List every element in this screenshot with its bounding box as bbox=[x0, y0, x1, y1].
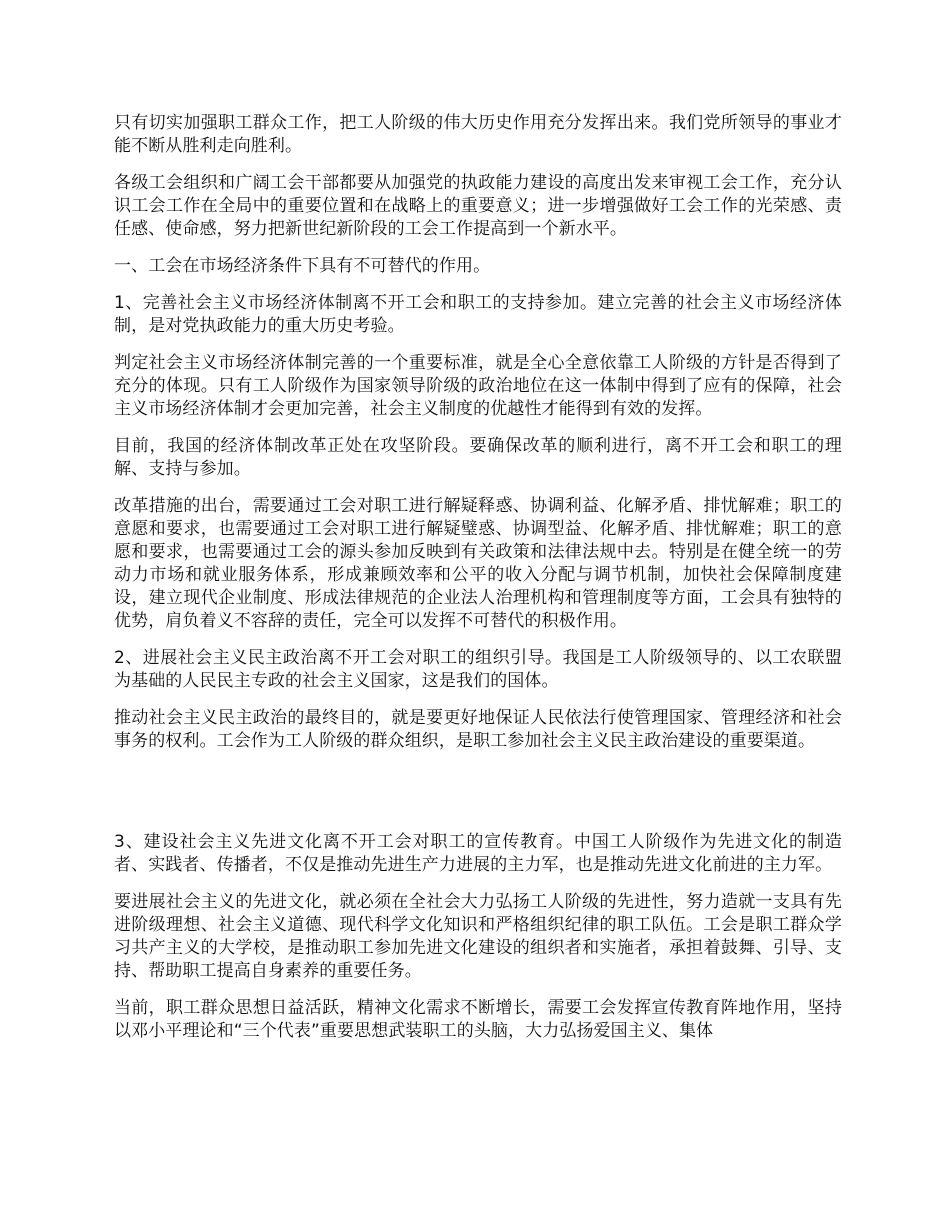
paragraph: 只有切实加强职工群众工作，把工人阶级的伟大历史作用充分发挥出来。我们党所领导的事业才能不断从胜利走向胜利。 bbox=[114, 113, 842, 156]
paragraph: 目前，我国的经济体制改革正处在攻坚阶段。要确保改革的顺利进行，离不开工会和职工的理解、支持与参加。 bbox=[114, 436, 842, 479]
paragraph: 改革措施的出台，需要通过工会对职工进行解疑释惑、协调利益、化解矛盾、排忧解难；职工的意愿和要求，也需要通过工会对职工进行解疑璧惑、协调型益、化解矛盾、排忧解难；职工的意愿和要求，也需要通过工会的源头参加反映到有关政策和法律法规中去。特别是在健全统一的劳动力市场和就业服务体系，形成兼顾效率和公平的收入分配与调节机制，加快社会保障制度建设，建立现代企业制度、形成法律规范的企业法人治理机构和管理制度等方面，工会具有独特的优势，肩负着义不容辞的责任，完全可以发挥不可替代的积极作用。 bbox=[114, 496, 842, 631]
paragraph: 各级工会组织和广阔工会干部都要从加强党的执政能力建设的高度出发来审视工会工作，充分认识工会工作在全局中的重要位置和在战略上的重要意义；进一步增强做好工会工作的光荣感、责任感、使命感，努力把新世纪新阶段的工会工作提高到一个新水平。 bbox=[114, 173, 842, 239]
section-heading: 一、工会在市场经济条件下具有不可替代的作用。 bbox=[114, 256, 491, 276]
paragraph: 3、建设社会主义先进文化离不开工会对职工的宣传教育。中国工人阶级作为先进文化的制造者、实践者、传播者，不仅是推动先进生产力进展的主力军，也是推动先进文化前进的主力军。 bbox=[114, 832, 842, 875]
paragraph: 1、完善社会主义市场经济体制离不开工会和职工的支持参加。建立完善的社会主义市场经济体制，是对党执政能力的重大历史考验。 bbox=[114, 293, 842, 336]
paragraph: 判定社会主义市场经济体制完善的一个重要标准，就是全心全意依靠工人阶级的方针是否得到了充分的体现。只有工人阶级作为国家领导阶级的政治地位在这一体制中得到了应有的保障，社会主义市场经济体制才会更加完善，社会主义制度的优越性才能得到有效的发挥。 bbox=[114, 353, 842, 419]
paragraph: 当前，职工群众思想日益活跃，精神文化需求不断增长，需要工会发挥宣传教育阵地作用，坚持以邓小平理论和“三个代表”重要思想武装职工的头脑，大力弘扬爱国主义、集体 bbox=[114, 998, 842, 1041]
paragraph: 2、进展社会主义民主政治离不开工会对职工的组织引导。我国是工人阶级领导的、以工农联盟为基础的人民民主专政的社会主义国家，这是我们的国体。 bbox=[114, 648, 842, 691]
document-body bbox=[114, 112, 842, 1057]
paragraph: 要进展社会主义的先进文化，就必须在全社会大力弘扬工人阶级的先进性，努力造就一支具有先进阶级理想、社会主义道德、现代科学文化知识和严格组织纪律的职工队伍。工会是职工群众学习共产主义的大学校，是推动职工参加先进文化建设的组织者和实施者，承担着鼓舞、引导、支持、帮助职工提高自身素养的重要任务。 bbox=[114, 892, 842, 981]
paragraph: 推动社会主义民主政治的最终目的，就是要更好地保证人民依法行使管理国家、管理经济和社会事务的权利。工会作为工人阶级的群众组织，是职工参加社会主义民主政治建设的重要渠道。 bbox=[114, 708, 842, 751]
page-gap bbox=[114, 767, 842, 831]
